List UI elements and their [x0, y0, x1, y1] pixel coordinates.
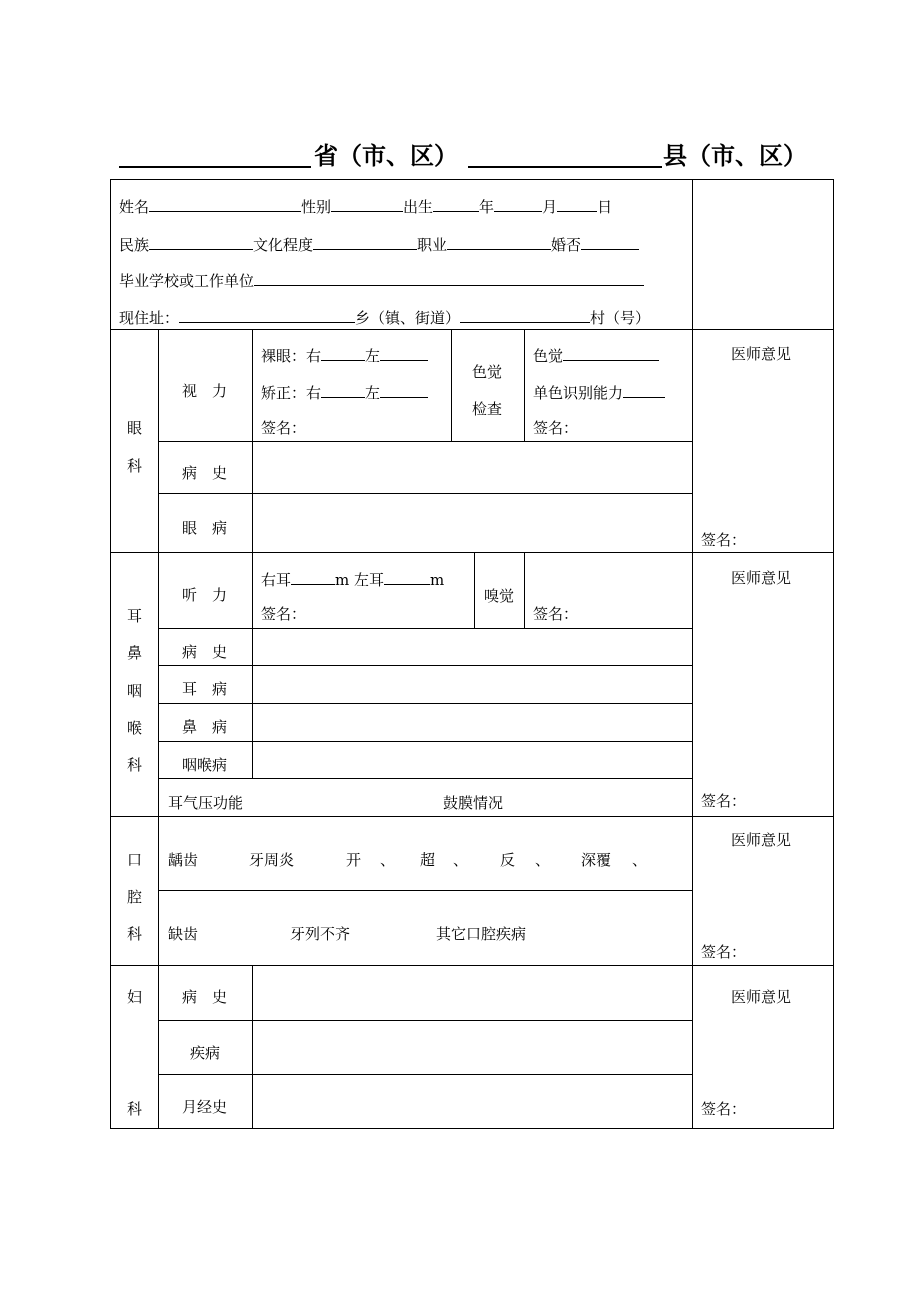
- personal-row-3: [119, 269, 644, 291]
- naked-eye-label: 裸眼：右: [261, 347, 322, 365]
- naked-left-field[interactable]: [380, 344, 428, 361]
- township-label: 乡（镇、街道）: [355, 309, 461, 327]
- naked-left-label: 左: [365, 347, 381, 365]
- vision-sign-label: 签名：: [261, 419, 307, 437]
- ent-section-char-1: 耳: [127, 607, 143, 625]
- corrected-right-field[interactable]: [321, 381, 365, 398]
- vision-label: 视 力: [182, 382, 228, 400]
- county-blank[interactable]: [468, 166, 662, 168]
- eye-history-label: 病 史: [182, 464, 228, 482]
- naked-eye-row: [261, 344, 428, 366]
- color-check-line-2: 检查: [472, 400, 503, 418]
- dental-section-char-3: 科: [127, 925, 143, 943]
- hearing-row: [261, 568, 444, 590]
- gender-field[interactable]: [331, 195, 403, 212]
- single-color-row: [533, 381, 665, 403]
- eye-section-char-1: 眼: [127, 419, 143, 437]
- ethnicity-field[interactable]: [149, 233, 253, 250]
- hearing-sign-label: 签名：: [261, 605, 307, 623]
- year-label: 年: [479, 198, 495, 216]
- right-ear-label: 右耳: [261, 571, 292, 589]
- ent-doctor-opinion: 医师意见: [731, 569, 792, 587]
- color-vision-row: [533, 344, 659, 366]
- ent-history-label: 病 史: [182, 643, 228, 661]
- corrected-left-label: 左: [365, 384, 381, 402]
- hearing-label: 听 力: [182, 586, 228, 604]
- caries-label: 龋齿: [168, 851, 199, 869]
- gender-label: 性别: [301, 198, 332, 216]
- education-field[interactable]: [313, 233, 417, 250]
- dental-doctor-opinion: 医师意见: [731, 831, 792, 849]
- address-label: 现住址：: [119, 309, 180, 327]
- crossbite-label: 反: [500, 851, 516, 869]
- eye-doctor-opinion: 医师意见: [731, 345, 792, 363]
- nose-disease-label: 鼻 病: [182, 718, 228, 736]
- occupation-label: 职业: [417, 236, 448, 254]
- gyn-section-char-2: 科: [127, 1100, 143, 1118]
- periodontitis-label: 牙周炎: [249, 851, 295, 869]
- gyn-disease-label: 疾病: [190, 1044, 221, 1062]
- left-ear-unit: m: [430, 571, 445, 589]
- day-label: 日: [597, 198, 613, 216]
- overjet-label: 超: [420, 851, 436, 869]
- color-sign-label: 签名：: [533, 419, 579, 437]
- corrected-left-field[interactable]: [380, 381, 428, 398]
- birth-month-field[interactable]: [494, 195, 542, 212]
- ent-doctor-sign: 签名：: [701, 792, 747, 810]
- township-field[interactable]: [460, 306, 590, 323]
- single-color-field[interactable]: [623, 381, 665, 398]
- province-label: 省（市、区）: [314, 141, 458, 170]
- ent-section-char-3: 咽: [127, 682, 143, 700]
- month-label: 月: [542, 198, 558, 216]
- dental-doctor-sign: 签名：: [701, 943, 747, 961]
- ear-disease-label: 耳 病: [182, 680, 228, 698]
- color-check-line-1: 色觉: [472, 363, 503, 381]
- birth-year-field[interactable]: [433, 195, 479, 212]
- dental-section-char-1: 口: [127, 851, 143, 869]
- color-vision-field[interactable]: [563, 344, 659, 361]
- dental-section-char-2: 腔: [127, 888, 143, 906]
- menstrual-label: 月经史: [182, 1098, 228, 1116]
- marital-field[interactable]: [581, 233, 639, 250]
- school-field[interactable]: [254, 269, 644, 286]
- province-blank[interactable]: [119, 166, 311, 168]
- deep-overbite-label: 深覆: [581, 851, 612, 869]
- ear-pressure-label: 耳气压功能: [168, 794, 244, 812]
- birth-day-field[interactable]: [557, 195, 597, 212]
- ent-section-char-5: 科: [127, 756, 143, 774]
- comma-4: 、: [632, 851, 648, 869]
- marital-label: 婚否: [551, 236, 582, 254]
- single-color-label: 单色识别能力: [533, 384, 624, 402]
- naked-right-field[interactable]: [321, 344, 365, 361]
- village-label: 村（号）: [590, 309, 651, 327]
- personal-row-4: [119, 306, 650, 328]
- gyn-doctor-opinion: 医师意见: [731, 988, 792, 1006]
- personal-row-2: [119, 233, 639, 255]
- eye-disease-label: 眼 病: [182, 519, 228, 537]
- gyn-section-char-1: 妇: [127, 988, 143, 1006]
- ent-section-char-4: 喉: [127, 719, 143, 737]
- missing-teeth-label: 缺齿: [168, 925, 199, 943]
- comma-2: 、: [453, 851, 469, 869]
- ent-section-char-2: 鼻: [127, 644, 143, 662]
- eye-doctor-sign: 签名：: [701, 531, 747, 549]
- malalignment-label: 牙列不齐: [290, 925, 351, 943]
- name-field[interactable]: [149, 195, 301, 212]
- corrected-label: 矫正：右: [261, 384, 322, 402]
- open-bite-label: 开: [346, 851, 362, 869]
- left-ear-label: m 左耳: [335, 571, 385, 589]
- other-oral-label: 其它口腔疾病: [436, 925, 527, 943]
- eye-section-char-2: 科: [127, 457, 143, 475]
- address-field[interactable]: [179, 306, 355, 323]
- occupation-field[interactable]: [447, 233, 551, 250]
- school-label: 毕业学校或工作单位: [119, 272, 255, 290]
- birth-label: 出生: [403, 198, 434, 216]
- comma-3: 、: [535, 851, 551, 869]
- left-ear-field[interactable]: [384, 568, 430, 585]
- gyn-history-label: 病 史: [182, 988, 228, 1006]
- color-vision-label: 色觉: [533, 347, 564, 365]
- right-ear-field[interactable]: [291, 568, 335, 585]
- gyn-doctor-sign: 签名：: [701, 1100, 747, 1118]
- education-label: 文化程度: [253, 236, 314, 254]
- comma-1: 、: [380, 851, 396, 869]
- county-label: 县（市、区）: [663, 141, 807, 170]
- eardrum-label: 鼓膜情况: [443, 794, 504, 812]
- smell-sign-label: 签名：: [533, 605, 579, 623]
- ethnicity-label: 民族: [119, 236, 150, 254]
- personal-row-1: [119, 195, 612, 217]
- throat-disease-label: 咽喉病: [182, 756, 228, 774]
- name-label: 姓名: [119, 198, 150, 216]
- smell-label: 嗅觉: [484, 587, 515, 605]
- corrected-row: [261, 381, 428, 403]
